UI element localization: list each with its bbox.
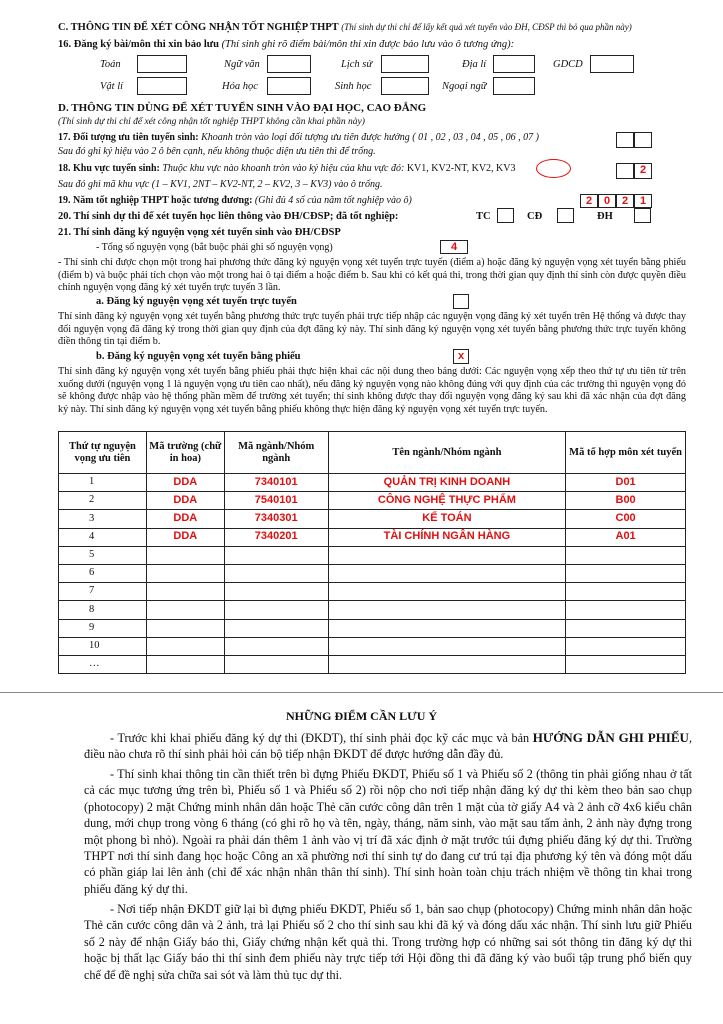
row-school-code[interactable] bbox=[146, 655, 224, 673]
row-subject-combo[interactable] bbox=[566, 601, 686, 619]
table-row bbox=[59, 546, 686, 564]
table-row bbox=[59, 528, 686, 546]
row-major-code[interactable] bbox=[224, 564, 328, 582]
header-subject-combo: Mã tổ hợp môn xét tuyển bbox=[566, 432, 686, 474]
subject-label-civics: GDCD bbox=[553, 59, 583, 70]
subject-box-history[interactable] bbox=[381, 55, 429, 73]
row-major-name[interactable] bbox=[328, 601, 566, 619]
subject-label-history: Lịch sử bbox=[341, 59, 373, 70]
row-subject-combo[interactable] bbox=[566, 655, 686, 673]
subject-box-civics[interactable] bbox=[590, 55, 634, 73]
row-order: 1 bbox=[59, 474, 147, 492]
q19-digit-2[interactable]: 0 bbox=[598, 194, 616, 208]
row-order: 7 bbox=[59, 583, 147, 601]
q20-box-cd[interactable] bbox=[557, 208, 574, 223]
notes-p1-part-a: - Trước khi khai phiếu đăng ký dự thi (ĐKDT), thí sinh phải đọc kỹ các mục và bản bbox=[110, 731, 533, 745]
row-major-code[interactable]: 7540101 bbox=[224, 492, 328, 510]
subject-box-physics[interactable] bbox=[137, 77, 187, 95]
row-subject-combo[interactable] bbox=[566, 564, 686, 582]
row-order: 6 bbox=[59, 564, 147, 582]
table-row bbox=[59, 583, 686, 601]
subject-box-foreign-language[interactable] bbox=[493, 77, 535, 95]
row-subject-combo[interactable]: D01 bbox=[566, 474, 686, 492]
row-major-name[interactable]: CÔNG NGHỆ THỰC PHẨM bbox=[328, 492, 566, 510]
q18-value-box[interactable]: 2 bbox=[634, 163, 652, 179]
row-major-name[interactable] bbox=[328, 655, 566, 673]
row-order: 3 bbox=[59, 510, 147, 528]
q20-label: 20. Thí sinh dự thi để xét tuyển học liên thông vào ĐH/CĐSP; đã tốt nghiệp: bbox=[58, 211, 399, 222]
q21-label: 21. Thí sinh đăng ký nguyện vọng xét tuyển sinh vào ĐH/CĐSP bbox=[58, 227, 341, 238]
q16-line bbox=[58, 39, 514, 52]
row-order: 8 bbox=[59, 601, 147, 619]
table-row bbox=[59, 564, 686, 582]
q18-note-2: Sau đó ghi mã khu vực (1 – KV1, 2NT – KV2-NT, 2 – KV2, 3 – KV3) vào ô trống. bbox=[58, 179, 383, 190]
row-school-code[interactable]: DDA bbox=[146, 510, 224, 528]
kv2-circle-mark bbox=[536, 159, 571, 178]
row-school-code[interactable] bbox=[146, 546, 224, 564]
row-school-code[interactable]: DDA bbox=[146, 474, 224, 492]
q19-digit-4[interactable]: 1 bbox=[634, 194, 652, 208]
q19-note: (Ghi đủ 4 số của năm tốt nghiệp vào ô) bbox=[254, 195, 412, 206]
section-c-title: C. THÔNG TIN ĐỂ XÉT CÔNG NHẬN TỐT NGHIỆP THPT bbox=[58, 22, 339, 33]
q21-instructions: - Thí sinh chỉ được chọn một trong hai phương thức đăng ký nguyện vọng xét tuyển trực tuyến (điểm a) hoặc đăng ký nguyện vọng xét tuyển bằng phiếu (điểm b) và buộc phải tích chọn vào một trong hai ô tại điểm a hoặc điểm b. Sau khi có kết quả thi, trong thời gian quy định thí sinh còn được quyền điều chỉnh nguyện vọng đăng ký xét tuyển trực tuyến 3 lần. bbox=[58, 257, 686, 294]
row-order: 10 bbox=[59, 637, 147, 655]
q16-label: 16. Đăng ký bài/môn thi xin bảo lưu bbox=[58, 39, 219, 50]
row-order: 5 bbox=[59, 546, 147, 564]
q19-digit-3[interactable]: 2 bbox=[616, 194, 634, 208]
q17-note: Khoanh tròn vào loại đối tượng ưu tiên được hưởng ( 01 , 02 , 03 , 04 , 05 , 06 , 07 ) bbox=[201, 132, 539, 143]
q21-total-label: - Tổng số nguyện vọng (bắt buộc phải ghi số nguyện vọng) bbox=[96, 242, 333, 253]
row-school-code[interactable] bbox=[146, 619, 224, 637]
row-major-code[interactable]: 7340201 bbox=[224, 528, 328, 546]
q18-options: KV1, KV2-NT, KV2, KV3 bbox=[406, 163, 516, 174]
row-school-code[interactable] bbox=[146, 601, 224, 619]
row-major-name[interactable] bbox=[328, 564, 566, 582]
q18-box-1[interactable] bbox=[616, 163, 634, 179]
row-major-name[interactable] bbox=[328, 546, 566, 564]
notes-p1-guide: HƯỚNG DẪN GHI PHIẾU bbox=[532, 730, 689, 745]
table-header-row bbox=[59, 432, 686, 474]
q19-line bbox=[58, 195, 412, 207]
row-major-code[interactable]: 7340101 bbox=[224, 474, 328, 492]
subject-box-geography[interactable] bbox=[493, 55, 535, 73]
row-major-name[interactable]: TÀI CHÍNH NGÂN HÀNG bbox=[328, 528, 566, 546]
section-c-heading bbox=[58, 22, 632, 35]
row-major-name[interactable] bbox=[328, 583, 566, 601]
q17-box-1[interactable] bbox=[616, 132, 634, 148]
table-row bbox=[59, 619, 686, 637]
row-order: … bbox=[59, 655, 147, 673]
option-b-description: Thí sinh đăng ký nguyện vọng xét tuyển bằng phiếu phải thực hiện khai các nội dung theo bảng dưới: Các nguyện vọng xếp theo thứ tự ưu tiên từ trên xuống dưới (nguyện vọng 1 là nguyện vọng ưu tiên cao nhất), nếu đăng ký nguyện vọng nào không đúng với quy định của các trường thì nguyện vọng đó sẽ không được nhập vào hệ thống phần mềm để trường xét tuyển; thí sinh không được thay đổi nguyện vọng đăng ký sau khi đã xác nhận của đợt đăng ký này. Thí sinh đăng ký nguyện vọng xét tuyển bằng phiếu không thực hiện đăng ký nguyện vọng xét tuyển trực tuyến. bbox=[58, 366, 686, 415]
header-major-code: Mã ngành/Nhóm ngành bbox=[224, 432, 328, 474]
q18-note: Thuộc khu vực nào khoanh tròn vào ký hiệu của khu vực đó: bbox=[162, 163, 405, 174]
q21-total-box[interactable]: 4 bbox=[440, 240, 468, 254]
subject-box-math[interactable] bbox=[137, 55, 187, 73]
subject-label-literature: Ngữ văn bbox=[224, 59, 260, 70]
q20-box-dh[interactable] bbox=[634, 208, 651, 223]
header-order: Thứ tự nguyện vọng ưu tiên bbox=[59, 432, 147, 474]
table-row bbox=[59, 637, 686, 655]
row-subject-combo[interactable] bbox=[566, 583, 686, 601]
notes-paragraph-1 bbox=[84, 730, 692, 763]
row-major-name[interactable]: QUẢN TRỊ KINH DOANH bbox=[328, 474, 566, 492]
subject-label-physics: Vật lí bbox=[100, 81, 124, 92]
subject-box-biology[interactable] bbox=[381, 77, 429, 95]
q20-opt-cd: CĐ bbox=[527, 211, 543, 222]
q17-note-2: Sau đó ghi ký hiệu vào 2 ô bên cạnh, nếu không thuộc diện ưu tiên thì để trống. bbox=[58, 146, 376, 157]
row-subject-combo[interactable] bbox=[566, 637, 686, 655]
section-d-note: (Thí sinh dự thi chỉ để xét công nhận tốt nghiệp THPT không cần khai phần này) bbox=[58, 117, 365, 127]
q20-opt-tc: TC bbox=[476, 211, 491, 222]
row-major-code[interactable] bbox=[224, 637, 328, 655]
q16-note: (Thí sinh ghi rõ điểm bài/môn thi xin được bảo lưu vào ô tương ứng): bbox=[221, 39, 515, 50]
row-major-code[interactable] bbox=[224, 546, 328, 564]
row-school-code[interactable]: DDA bbox=[146, 492, 224, 510]
row-school-code[interactable]: DDA bbox=[146, 528, 224, 546]
row-school-code[interactable] bbox=[146, 564, 224, 582]
option-a-description: Thí sinh đăng ký nguyện vọng xét tuyển bằng phương thức trực tuyến phải trực tiếp nhập các nguyện vọng đăng ký xét tuyển trên Hệ thống và được thay đổi nguyện vọng đã đăng ký trong thời gian quy định của đợt đăng ký này. Thí sinh đăng ký nguyện vọng xét tuyển bằng phương thức trực tuyến không điền thông tin tại điểm b. bbox=[58, 311, 686, 348]
row-order: 2 bbox=[59, 492, 147, 510]
row-major-code[interactable] bbox=[224, 583, 328, 601]
row-subject-combo[interactable]: A01 bbox=[566, 528, 686, 546]
section-d-title: D. THÔNG TIN DÙNG ĐỂ XÉT TUYỂN SINH VÀO ĐẠI HỌC, CAO ĐẲNG bbox=[58, 102, 427, 114]
q20-box-tc[interactable] bbox=[497, 208, 514, 223]
table-row bbox=[59, 510, 686, 528]
subject-label-math: Toán bbox=[100, 59, 121, 70]
option-b-title: b. Đăng ký nguyện vọng xét tuyển bằng phiếu bbox=[96, 351, 301, 362]
wishes-table bbox=[58, 431, 686, 674]
q17-box-2[interactable] bbox=[634, 132, 652, 148]
subject-label-foreign-language: Ngoại ngữ bbox=[442, 81, 487, 92]
row-order: 9 bbox=[59, 619, 147, 637]
q17-label: 17. Đối tượng ưu tiên tuyển sinh: bbox=[58, 132, 199, 143]
subject-label-geography: Địa lí bbox=[462, 59, 487, 70]
row-school-code[interactable] bbox=[146, 637, 224, 655]
q18-line bbox=[58, 163, 516, 175]
subject-box-chemistry[interactable] bbox=[267, 77, 311, 95]
section-divider bbox=[0, 692, 723, 693]
subject-label-biology: Sinh học bbox=[335, 81, 372, 92]
row-major-code[interactable] bbox=[224, 601, 328, 619]
notes-paragraph-3: - Nơi tiếp nhận ĐKDT giữ lại bì đựng phiếu ĐKDT, Phiếu số 1, bản sao chụp (photocopy) Chứng minh nhân dân hoặc Thẻ căn cước công dân và 2 ảnh, trả lại Phiếu số 2 cho thí sinh sau khi đã ký và đóng dấu xác nhận. Thí sinh lưu giữ Phiếu số 2 này để nhận Giấy báo thi, Giấy chứng nhận kết quả thi. Trong trường hợp có những sai sót thông tin đăng ký dự thi hoặc bị thất lạc Giấy báo thi thí sinh đem phiếu này trực tiếp tới Hội đồng thi đã đăng ký vào buổi tập trung phổ biến quy chế để đề nghị sửa chữa sai sót và làm thủ tục dự thi. bbox=[84, 902, 692, 982]
q20-opt-dh: ĐH bbox=[597, 211, 613, 222]
row-major-name[interactable]: KẾ TOÁN bbox=[328, 510, 566, 528]
notes-p1-part-c: , điều nào chưa rõ thí sinh phải hỏi cán bộ tiếp nhận ĐKDT để được hướng dẫn đầy đủ. bbox=[84, 731, 692, 762]
section-c-note: (Thí sinh dự thi chỉ để lấy kết quả xét tuyển vào ĐH, CĐSP thì bỏ qua phần này) bbox=[341, 22, 632, 32]
row-major-name[interactable] bbox=[328, 619, 566, 637]
row-major-code[interactable] bbox=[224, 619, 328, 637]
table-body bbox=[59, 474, 686, 674]
option-b-checkbox[interactable]: x bbox=[453, 349, 469, 364]
q18-label: 18. Khu vực tuyển sinh: bbox=[58, 163, 160, 174]
header-school-code: Mã trường (chữ in hoa) bbox=[146, 432, 224, 474]
row-major-code[interactable] bbox=[224, 655, 328, 673]
notes-paragraph-2: - Thí sinh khai thông tin cần thiết trên bì đựng Phiếu ĐKDT, Phiếu số 1 và Phiếu số 2 (thông tin phải giống nhau ở tất cả các mục tương ứng trên bì, Phiếu số 1 và Phiếu số 2) rồi nộp cho nơi tiếp nhận đăng ký dự thi kèm theo bản sao chụp (photocopy) 2 mặt Chứng minh nhân dân hoặc Thẻ căn cước công dân trên 1 mặt của tờ giấy A4 và 2 ảnh cỡ 4x6 kiểu chân dung, mới chụp trong vòng 6 tháng (có ghi rõ họ và tên, ngày, tháng, năm sinh, vào mặt sau tấm ảnh, 2 ảnh này đựng trong một phong bì nhỏ). Ngoài ra phải dán thêm 1 ảnh vào vị trí đã xác định ở mặt trước túi đựng phiếu đăng ký dự thi. Trường THPT nơi thí sinh đang học hoặc Công an xã phường nơi thí sinh tự do đang cư trú tại địa phương ký tên và đóng một dấu có phần giáp lai lên ảnh (chỉ để xác nhận nhân thân thí sinh). Thí sinh hoàn toàn chịu trách nhiệm về thông tin khai trong phiếu đăng ký dự thi. bbox=[84, 767, 692, 896]
row-order: 4 bbox=[59, 528, 147, 546]
subject-label-chemistry: Hóa học bbox=[222, 81, 258, 92]
q19-label: 19. Năm tốt nghiệp THPT hoặc tương đương: bbox=[58, 195, 253, 206]
row-subject-combo[interactable] bbox=[566, 546, 686, 564]
row-subject-combo[interactable]: B00 bbox=[566, 492, 686, 510]
header-major-name: Tên ngành/Nhóm ngành bbox=[328, 432, 566, 474]
table-row bbox=[59, 655, 686, 673]
option-a-checkbox[interactable] bbox=[453, 294, 469, 309]
row-subject-combo[interactable] bbox=[566, 619, 686, 637]
row-subject-combo[interactable]: C00 bbox=[566, 510, 686, 528]
subject-box-literature[interactable] bbox=[267, 55, 311, 73]
q19-digit-1[interactable]: 2 bbox=[580, 194, 598, 208]
row-major-code[interactable]: 7340301 bbox=[224, 510, 328, 528]
row-school-code[interactable] bbox=[146, 583, 224, 601]
row-major-name[interactable] bbox=[328, 637, 566, 655]
table-row bbox=[59, 492, 686, 510]
table-row bbox=[59, 601, 686, 619]
table-row bbox=[59, 474, 686, 492]
q17-line bbox=[58, 132, 539, 144]
option-a-title: a. Đăng ký nguyện vọng xét tuyển trực tuyến bbox=[96, 296, 297, 307]
notes-title: NHỮNG ĐIỂM CẦN LƯU Ý bbox=[285, 709, 438, 723]
